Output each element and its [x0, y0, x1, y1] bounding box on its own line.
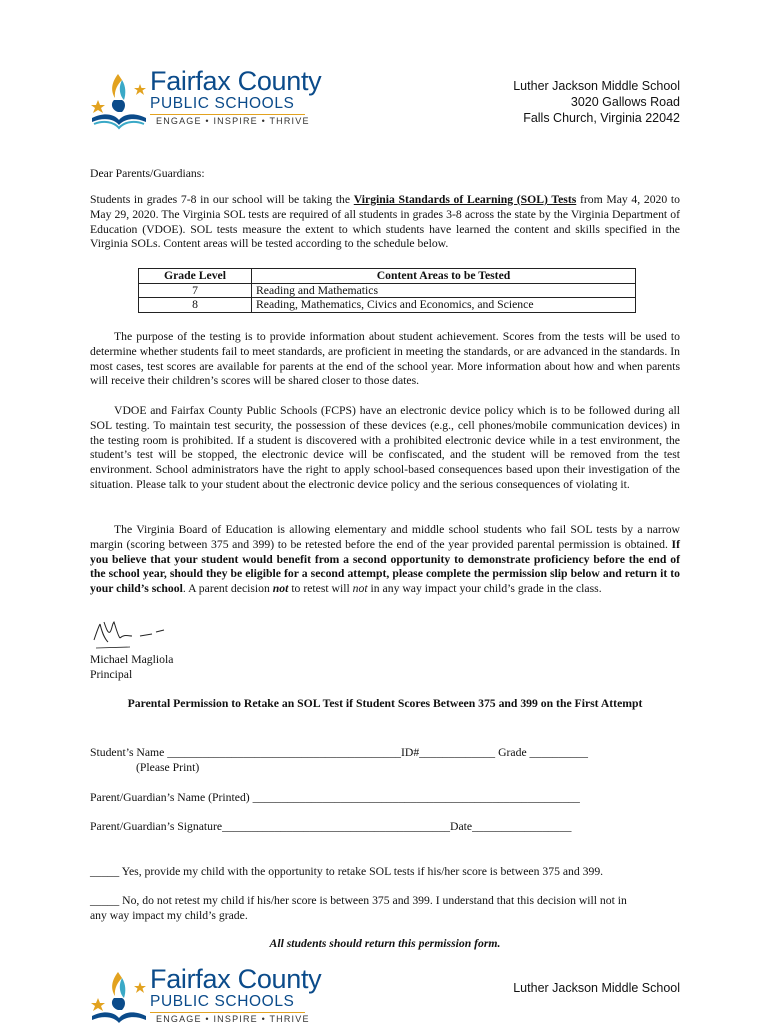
logo-title: Fairfax County: [150, 66, 322, 96]
paragraph-retest: The Virginia Board of Education is allowing elementary and middle school students who fail SOL tests by a narrow margin (scoring between 375 and 399) to be retested before the end of the year provided parental permission is obtained. If you believe that your student would benefit from a second opportunity to demonstrate proficiency before the end of the school year, should they be eligible for a second attempt, please complete the permission slip below and return it to your child’s school. A parent decision not to retest will not in any way impact your child’s grade in the class.: [90, 523, 680, 596]
return-notice: All students should return this permission form.: [269, 937, 501, 950]
no-option[interactable]: _____ No, do not retest my child if his/her score is between 375 and 399. I understand that this decision will not in: [90, 894, 627, 907]
please-print-label: (Please Print): [136, 761, 200, 774]
table-row: 8 Reading, Mathematics, Civics and Economics, and Science: [139, 298, 636, 313]
salutation: Dear Parents/Guardians:: [90, 167, 205, 180]
torch-book-icon: [88, 968, 150, 1030]
logo-subtitle: PUBLIC SCHOOLS: [150, 993, 295, 1010]
school-city: Falls Church, Virginia 22042: [523, 111, 680, 125]
student-name-field[interactable]: Student’s Name ________________________________________ID#_____________ Grade __________: [90, 746, 588, 759]
paragraph-device-policy: VDOE and Fairfax County Public Schools (FCPS) have an electronic device policy which is to be followed during all SOL testing. To maintain test security, the possession of these devices (e.g., cell phones/mobile communication devices) in the testing room is prohibited. If a student is discovered with a prohibited electronic device while in a test environment, the student’s test will be stopped, the electronic device will be confiscated, and the student will be removed from the test environment. School administrators have the right to apply school-based consequences based upon their investigation of the situation. Please talk to your student about the electronic device policy and the serious consequences of violating it.: [90, 404, 680, 491]
permission-form-title: Parental Permission to Retake an SOL Test if Student Scores Between 375 and 399 on the First Attempt: [127, 697, 643, 710]
fcps-logo-footer: [88, 964, 328, 1030]
paragraph-purpose: The purpose of the testing is to provide information about student achievement. Scores from the tests will be used to determine whether students fail to meet standards, are proficient in meeting the standards, or are advanced in the standards. In most cases, test scores are available for parents at the end of the school year. More information about how and when parents will receive their children’s scores will be shared closer to those dates.: [90, 330, 680, 388]
header-content-areas: Content Areas to be Tested: [252, 269, 636, 284]
signer-block: [90, 652, 173, 682]
no-option-cont: any way impact my child’s grade.: [90, 909, 248, 922]
school-address-footer: [513, 980, 680, 996]
signer-title: Principal: [90, 668, 133, 681]
torch-book-icon: [88, 70, 150, 132]
signer-name: Michael Magliola: [90, 653, 174, 666]
school-street: 3020 Gallows Road: [570, 95, 680, 109]
sol-tests-link[interactable]: Virginia Standards of Learning (SOL) Tests: [353, 193, 577, 206]
school-address: [513, 78, 680, 126]
logo-rule: [150, 114, 305, 115]
logo-tagline: ENGAGE • INSPIRE • THRIVE: [156, 116, 310, 126]
guardian-name-field[interactable]: Parent/Guardian’s Name (Printed) ________________________________________________________: [90, 791, 580, 804]
test-schedule-table: [138, 268, 636, 313]
fcps-logo: [88, 66, 328, 132]
header-grade-level: Grade Level: [139, 269, 252, 284]
school-name: Luther Jackson Middle School: [513, 981, 680, 995]
paragraph-intro: Students in grades 7-8 in our school will be taking the Virginia Standards of Learning (SOL) Tests from May 4, 2020 to May 29, 2020. The Virginia SOL tests are required of all students in grades 3-8 across the state by the Virginia Department of Education (VDOE). SOL tests measure the extent to which students have learned the content and skills specified in the Virginia SOLs. Content areas will be tested according to the schedule below.: [90, 193, 681, 251]
logo-rule: [150, 1012, 305, 1013]
logo-tagline: ENGAGE • INSPIRE • THRIVE: [156, 1014, 310, 1024]
principal-signature: [90, 614, 170, 652]
yes-option[interactable]: _____ Yes, provide my child with the opportunity to retake SOL tests if his/her score is between 375 and 399.: [90, 865, 604, 878]
logo-title: Fairfax County: [150, 964, 322, 994]
table-row: 7 Reading and Mathematics: [139, 283, 636, 298]
guardian-signature-field[interactable]: Parent/Guardian’s Signature_______________________________________Date_________________: [90, 820, 572, 833]
school-name: Luther Jackson Middle School: [513, 79, 680, 93]
logo-subtitle: PUBLIC SCHOOLS: [150, 95, 295, 112]
